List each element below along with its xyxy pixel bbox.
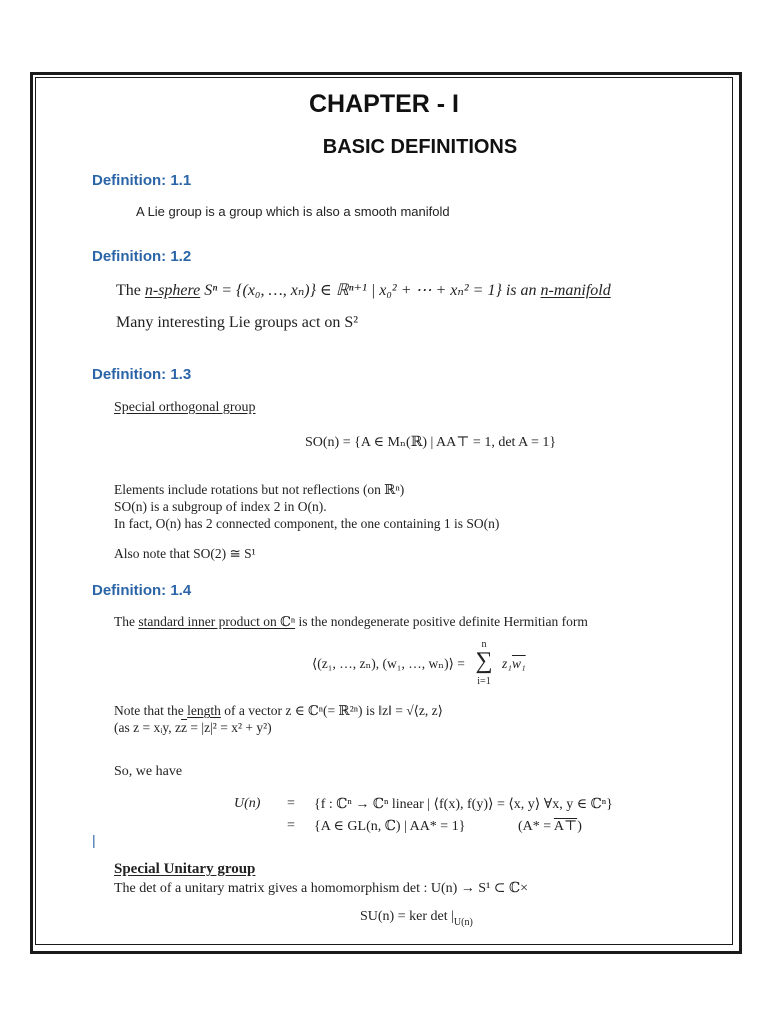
- special-orthogonal-title: Special orthogonal group: [114, 400, 256, 415]
- sphere-manifold-term: n-manifold: [540, 282, 611, 299]
- definition-1-3-heading: Definition: 1.3: [92, 366, 192, 383]
- length-term: length: [187, 703, 221, 718]
- length-paren-zbar: $\overline{z}$: [181, 720, 188, 735]
- special-orthogonal-line-4: Also note that SO(2) ≅ S¹: [114, 546, 256, 561]
- definition-1-2-heading: Definition: 1.2: [92, 248, 192, 265]
- special-orthogonal-line-2: SO(n) is a subgroup of index 2 in O(n).: [114, 499, 327, 514]
- margin-mark: |: [92, 832, 96, 848]
- length-post: of a vector z ∈ ℂⁿ(= ℝ²ⁿ) is ‖z‖ = √⟨z, z⟩: [224, 703, 443, 718]
- length-parenthetical: [114, 720, 272, 736]
- sum-term-z: z₁: [502, 656, 512, 671]
- sphere-formula: Sⁿ = {(x₀, …, xₙ)} ∈ ℝⁿ⁺¹ | x₀² + ⋯ + xₙ² = 1} is an: [204, 282, 537, 299]
- length-paren-a: (as z = xᵢy, z: [114, 720, 182, 735]
- sum-term-w-conjugate: w₁: [511, 656, 526, 671]
- unitary-def-1: {f : ℂⁿ → ℂⁿ linear | ⟨f(x), f(y)⟩ = ⟨x, y⟩ ∀x, y ∈ ℂⁿ}: [314, 797, 613, 812]
- sum-lower-limit: i=1: [477, 676, 491, 687]
- special-unitary-title: Special Unitary group: [114, 861, 256, 877]
- special-unitary-formula: [360, 909, 473, 928]
- unitary-note-conjugate: A⊤: [553, 819, 578, 834]
- definition-1-4-heading: Definition: 1.4: [92, 582, 192, 599]
- sphere-note: Many interesting Lie groups act on S²: [116, 314, 359, 331]
- sum-upper-limit: n: [481, 639, 487, 650]
- definition-1-1-heading: Definition: 1.1: [92, 172, 192, 189]
- inner-product-statement: [114, 614, 588, 630]
- inner-product-term: standard inner product on ℂⁿ: [138, 614, 296, 629]
- inner-product-pre: The: [114, 614, 135, 629]
- unitary-note-pre: (A* =: [518, 819, 552, 834]
- sphere-statement: [116, 280, 611, 300]
- unitary-def-2-note: [518, 818, 582, 835]
- unitary-eq-1: =: [287, 796, 295, 811]
- unitary-def-2: {A ∈ GL(n, ℂ) | AA* = 1}: [314, 819, 466, 834]
- inner-product-formula-lhs: ⟨(z₁, …, zₙ), (w₁, …, wₙ)⟩ =: [312, 656, 465, 671]
- special-unitary-formula-main: SU(n) = ker det |: [360, 909, 454, 924]
- sphere-term: n-sphere: [144, 282, 201, 299]
- length-pre: Note that the: [114, 703, 184, 718]
- inner-product-post: is the nondegenerate positive definite Hermitian form: [298, 614, 588, 629]
- special-orthogonal-formula: SO(n) = {A ∈ Mₙ(ℝ) | AA⊤ = 1, det A = 1}: [305, 435, 557, 450]
- special-unitary-formula-sub: U(n): [453, 917, 473, 928]
- special-orthogonal-line-1: Elements include rotations but not reflections (on ℝⁿ): [114, 482, 405, 497]
- so-we-have: So, we have: [114, 764, 183, 779]
- length-statement: [114, 703, 443, 719]
- unitary-note-post: ): [577, 819, 582, 834]
- definition-1-1-text: A Lie group is a group which is also a smooth manifold: [136, 204, 450, 219]
- chapter-title: CHAPTER - I: [309, 90, 459, 118]
- length-paren-b: = |z|² = x² + y²): [190, 720, 272, 735]
- unitary-eq-2: =: [287, 818, 295, 833]
- special-unitary-text: The det of a unitary matrix gives a homomorphism det : U(n) → S¹ ⊂ ℂ×: [114, 881, 529, 896]
- section-title: BASIC DEFINITIONS: [322, 136, 518, 158]
- unitary-group-lhs: U(n): [234, 796, 261, 811]
- special-orthogonal-line-3: In fact, O(n) has 2 connected component, the one containing 1 is SO(n): [114, 516, 500, 531]
- sum-sign: ∑: [475, 648, 493, 674]
- sum-term: [502, 656, 526, 672]
- sphere-intro: The: [116, 282, 141, 299]
